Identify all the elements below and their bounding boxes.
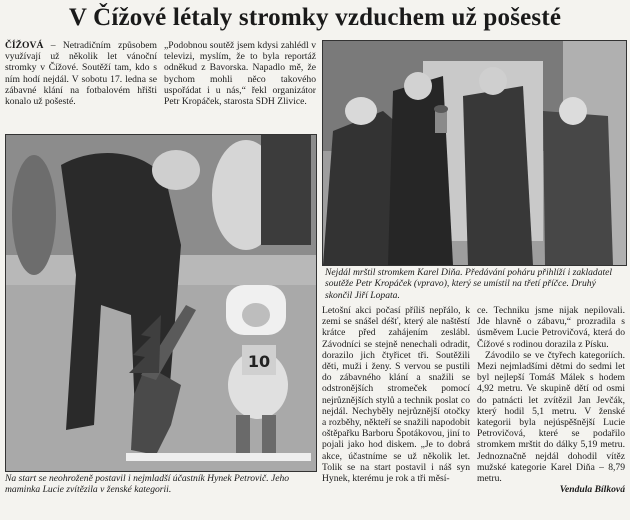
caption-left-photo: Na start se neohroženě postavil i nejmladší účastník Hynek Petrovič. Jeho maminka Lucie zvítězila v ženské kategorii. — [5, 473, 290, 496]
dateline: ČÍŽOVÁ — [5, 40, 44, 51]
lead-column — [5, 40, 157, 107]
body-column-2 — [477, 305, 625, 495]
photo-trophy-presentation-image — [323, 41, 626, 265]
headline: V Čížové létaly stromky vzduchem už pošesté — [68, 4, 562, 31]
lead-text: – Netradičním způsobem využívají už několik let vánoční stromky v Čížové. Soutěží tam, kdo s ním hodí nejdál. V sobotu 17. ledna se zábavné klání na fotbalovém hřišti konalo už pošesté. — [5, 40, 157, 108]
author-byline: Vendula Bílková — [559, 484, 625, 496]
quote-column — [164, 40, 316, 107]
body-column-2-text-b: Závodilo se ve čtyřech kategoriích. Mezi nejmladšími dětmi do sedmi let byl nejlepší Tomáš Málek s hodem 4,92 metru. Ve skupině dětí od osmi do patnácti let zvítězil Jan Jevčák, který hodil 5,1 metru. V ženské kategorii byla nejúspěšnější Lucie Petrovičová, které se podařilo stromkem mrštit do dálky 5,19 metru. Jednoznačně nejdál dohodil vítěz mužské kategorie Karel Diňa – 8,79 metru. — [477, 349, 625, 485]
photo-child-with-tree — [5, 134, 317, 472]
body-column-1 — [322, 305, 470, 484]
photo-child-with-tree-image — [6, 135, 316, 471]
quote-text: „Podobnou soutěž jsem kdysi zahlédl v televizi, myslím, že to byla reportáž odněkud z Bavorska. Napadlo mě, že bychom mohli něco takového uspořádat i u nás,“ řekl organizátor Petr Kropáček, starosta SDH Zlivice. — [164, 40, 316, 108]
caption-right-photo: Nejdál mrštil stromkem Karel Diňa. Předávání poháru přihlíží i zakladatel soutěže Petr Kropáček (vpravo), který se umístil na třetí příčce. Druhý skončil Jiří Lopata. — [325, 267, 613, 301]
body-column-2-text: ce. Techniku jsme nijak nepilovali. Jde hlavně o zábavu,“ prozradila s úsměvem Lucie Petrovičová, která do Čížové s rodinou dorazila z Písku. — [477, 305, 625, 350]
body-column-1-text: Letošní akci počasí příliš nepřálo, k zemi se snášel déšť, který ale naštěstí krátce před zahájením zeslábl. Závodníci se stejně nenechali odradit, dorazilo jich čtyřicet tři. Soutěžili děti, muži i ženy. S vervou se pustili do zábavného klání a snažili se odstronějších stromeček pomocí nejrůznějších stylů a technik poslat co nejdál. Nechyběly nejrůznější otočky a rozběhy, někteří se snažili napodobit oštěpařku Barboru Špotákovou, jiní to pojali jako hod diskem. „Je to dobrá akce, účastníme se už několik let. Tolik se na start postavil i náš syn Hynek, kterému je rok a tři měsí- — [322, 305, 470, 485]
photo-trophy-presentation — [322, 40, 627, 266]
bib-number: 10 — [247, 352, 271, 371]
